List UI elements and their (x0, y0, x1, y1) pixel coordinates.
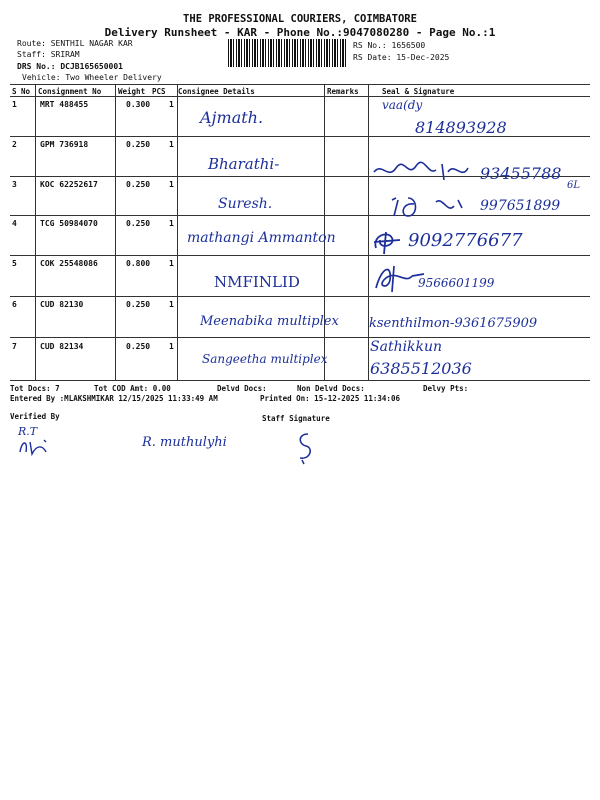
row-consignee-handwritten: mathangi Ammanton (187, 230, 336, 246)
table-divider (368, 84, 369, 380)
non-delivered-docs: Non Delvd Docs: (297, 384, 365, 393)
header-weight: Weight (118, 87, 146, 96)
verifier-initials: R.T (18, 425, 38, 438)
barcode-image (228, 39, 348, 67)
row-consignment: COK 25548086 (40, 259, 98, 268)
row-sno: 7 (12, 342, 17, 351)
table-rule (10, 215, 590, 216)
row-weight: 0.250 (126, 219, 151, 228)
table-rule (10, 296, 590, 297)
row-seal-phone: 9566601199 (418, 276, 495, 290)
row-seal-phone: 997651899 (480, 198, 561, 214)
row-seal-phone: 814893928 (415, 118, 507, 137)
row-seal-note: 6L (567, 180, 581, 191)
entered-by: Entered By :MLAKSHMIKAR 12/15/2025 11:33:49 AM (10, 394, 218, 403)
company-title: THE PROFESSIONAL COURIERS, COIMBATORE (183, 13, 417, 25)
row-consignee-handwritten: Ajmath. (200, 108, 264, 127)
verifier-scribble (16, 438, 52, 456)
row-pcs: 1 (169, 100, 174, 109)
row-sno: 2 (12, 140, 17, 149)
row-weight: 0.250 (126, 180, 151, 189)
row-weight: 0.250 (126, 140, 151, 149)
table-divider (115, 84, 116, 380)
row-consignee-handwritten: NMFINLID (214, 273, 300, 291)
delivery-points: Delvy Pts: (423, 384, 469, 393)
row-weight: 0.250 (126, 300, 151, 309)
table-rule (10, 255, 590, 256)
row-consignment: MRT 488455 (40, 100, 89, 109)
runsheet-subtitle: Delivery Runsheet - KAR - Phone No.:9047080280 - Page No.:1 (104, 26, 496, 39)
table-rule (10, 84, 590, 85)
row-seal-phone: 9092776677 (408, 230, 523, 251)
row-seal-phone: 93455788 (480, 164, 562, 183)
row-sno: 4 (12, 219, 17, 228)
total-cod-amount: Tot COD Amt: 0.00 (94, 384, 171, 393)
row-consignment: CUD 82134 (40, 342, 84, 351)
row-sno: 1 (12, 100, 17, 109)
verifier-signature: R. muthulyhi (142, 435, 227, 450)
total-docs: Tot Docs: 7 (10, 384, 60, 393)
row-consignment: GPM 736918 (40, 140, 89, 149)
row-consignment: CUD 82130 (40, 300, 84, 309)
staff-text: Staff: SRIRAM (17, 50, 80, 59)
route-text: Route: SENTHIL NAGAR KAR (17, 39, 133, 48)
row-sno: 6 (12, 300, 17, 309)
table-rule (10, 96, 590, 97)
table-divider (177, 84, 178, 380)
header-sno: S No (12, 87, 31, 96)
row-consignment: TCG 50984070 (40, 219, 98, 228)
row-weight: 0.250 (126, 342, 151, 351)
table-rule (10, 380, 590, 381)
table-divider (35, 84, 36, 380)
signature-scribble (388, 194, 468, 218)
row-pcs: 1 (169, 342, 174, 351)
table-rule (10, 337, 590, 338)
printed-on: Printed On: 15-12-2025 11:34:06 (260, 394, 400, 403)
row-sno: 5 (12, 259, 17, 268)
delivered-docs: Delvd Docs: (217, 384, 267, 393)
staff-signature-scribble (292, 430, 318, 466)
rs-date: RS Date: 15-Dec-2025 (353, 53, 450, 62)
signature-scribble (370, 228, 410, 256)
signature-scribble (372, 160, 472, 182)
row-pcs: 1 (169, 140, 174, 149)
row-seal-phone: ksenthilmon-9361675909 (369, 316, 538, 331)
header-pcs: PCS (152, 87, 166, 96)
row-seal-note: Sathikkun (370, 339, 443, 355)
vehicle-text: Vehicle: Two Wheeler Delivery (22, 73, 162, 82)
row-seal-note: vaa(dy (382, 98, 423, 112)
staff-signature-label: Staff Signature (262, 414, 330, 423)
row-pcs: 1 (169, 259, 174, 268)
row-pcs: 1 (169, 180, 174, 189)
drs-number (17, 62, 123, 71)
drs-label: DRS No.: (17, 62, 56, 71)
row-pcs: 1 (169, 300, 174, 309)
row-sno: 3 (12, 180, 17, 189)
drs-value: DCJB165650001 (60, 62, 123, 71)
header-consignment: Consignment No (38, 87, 102, 96)
row-consignee-handwritten: Meenabika multiplex (200, 314, 339, 329)
row-pcs: 1 (169, 219, 174, 228)
row-consignee-handwritten: Bharathi- (208, 155, 280, 173)
header-remarks: Remarks (327, 87, 359, 96)
row-consignee-handwritten: Sangeetha multiplex (202, 352, 328, 366)
row-consignment: KOC 62252617 (40, 180, 98, 189)
row-weight: 0.300 (126, 100, 151, 109)
verified-by-label: Verified By (10, 412, 60, 421)
row-consignee-handwritten: Suresh. (218, 196, 273, 212)
rs-number: RS No.: 1656500 (353, 41, 426, 50)
header-consignee: Consignee Details (178, 87, 255, 96)
row-weight: 0.800 (126, 259, 151, 268)
header-seal: Seal & Signature (382, 87, 455, 96)
row-seal-phone: 6385512036 (370, 359, 472, 378)
